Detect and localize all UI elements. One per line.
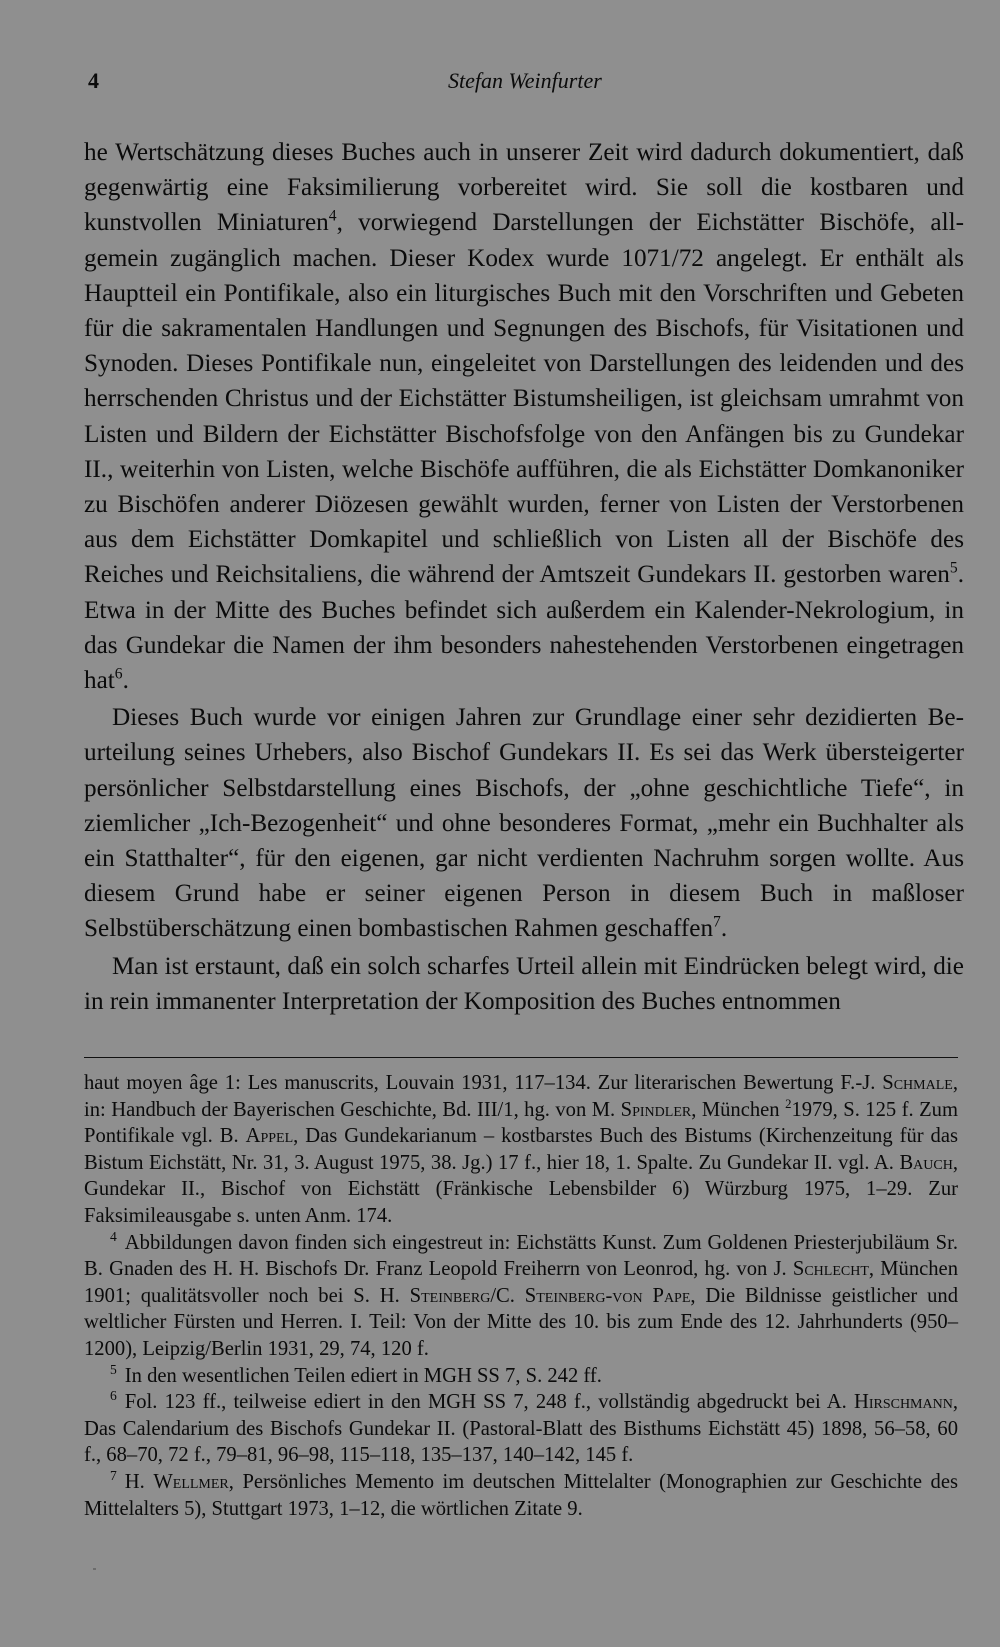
footnote-6 xyxy=(84,1389,958,1469)
text-run: , München 1901; qualitätsvoller noch bei S. H. xyxy=(84,1258,958,1307)
author-name: Spindler xyxy=(620,1098,692,1121)
paragraph-3 xyxy=(84,949,964,1019)
text-run: Abbildungen davon finden sich eingestreut in: Eichstätts Kunst. Zum Goldenen Priesterjubiläum Sr. B. Gnaden des H. H. Bischofs Dr. Franz Leopold Freiherrn von Leonrod, hg. von J. xyxy=(84,1231,958,1281)
text-run: . xyxy=(720,915,728,943)
footnote-number: 7 xyxy=(110,1468,117,1484)
author-name: Wellmer xyxy=(153,1470,229,1493)
text-run: Man ist erstaunt, daß ein solch scharfes Urteil allein mit Eindrücken belegt wird, die in rein immanenter Interpretation der Komposition des Buches entnommen xyxy=(84,952,964,1015)
paragraph-2 xyxy=(84,700,964,946)
footnote-number: 4 xyxy=(110,1228,117,1244)
text-run: In den wesentlichen Teilen ediert in MGH SS 7, S. 242 ff. xyxy=(124,1364,602,1387)
text-run: , Die Bildnisse geistlicher und weltlicher Fürsten und Herren. I. Teil: Von der Mitte des 10. bis zum Ende des 12. Jahrhunderts (950–1200), Leipzig/Berlin 1931, 29, 74, 120 f. xyxy=(84,1284,958,1360)
text-run: , München xyxy=(691,1098,786,1121)
footnote-4 xyxy=(84,1230,958,1363)
main-text xyxy=(84,135,964,1019)
edition-number: 2 xyxy=(785,1096,792,1111)
scan-speck xyxy=(93,1568,96,1570)
running-head xyxy=(88,68,960,102)
text-run: . xyxy=(122,667,129,695)
text-run: , in: Handbuch der Bayerischen Geschichte, Bd. III/1, hg. von M. xyxy=(84,1072,958,1121)
author-name: Steinberg xyxy=(409,1284,491,1307)
running-head-author: Stefan Weinfurter xyxy=(448,68,602,93)
text-run: , Persönliches Memento im deutschen Mittelalter (Monographien zur Geschichte des Mittelalters 5), Stuttgart 1973, 1–12, die wörtlichen Zitate 9. xyxy=(84,1470,958,1520)
author-name: Schmale xyxy=(882,1072,953,1094)
paragraph-1 xyxy=(84,135,964,698)
footnotes xyxy=(84,1070,958,1522)
footnote-separator xyxy=(84,1057,958,1058)
footnote-number: 5 xyxy=(110,1361,117,1377)
text-run: , vorwiegend Darstellungen der Eichstätter Bischöfe, allgemein zugänglich machen. Dieser Kodex wurde 1071/72 angelegt. Er enthält als Hauptteil ein Pontifikale, also ein liturgisches Buch mit den Vorschriften und Gebeten für die sakramentalen Handlungen und Segnungen des Bischofs, für Visitationen und Synoden. Dieses Pontifikale nun, eingeleitet von Darstellungen des leidenden und des herrschenden Christus und der Eichstätter Bistumsheiligen, ist gleichsam umrahmt von Listen und Bildern der Eichstätter Bischofsfolge von den Anfängen bis zu Gundekar II., weiterhin von Listen, welche Bischöfe aufführen, die als Eichstätter Domkanoniker zu Bischöfen anderer Diözesen gewählt wurden, ferner von Listen der Verstorbenen aus dem Eichstätter Domkapitel und schließlich von Listen all der Bischöfe des Reiches und Reichsitaliens, die während der Amtszeit Gundekars II. gestorben waren xyxy=(84,209,964,589)
footnote-ref-6: 6 xyxy=(114,665,123,683)
text-run: , Das Calendarium des Bischofs Gundekar II. (Pastoral-Blatt des Bisthums Eichstätt 45) 1898, 56–58, 60 f., 68–70, 72 f., 79–81, 96–98, 115–118, 135–137, 140–142, 145 f. xyxy=(84,1391,958,1467)
footnote-5 xyxy=(84,1363,958,1390)
text-run: H. xyxy=(124,1470,154,1493)
text-run: haut moyen âge 1: Les manuscrits, Louvain 1931, 117–134. Zur literarischen Bewertung F.-J. xyxy=(84,1072,883,1094)
text-run: , Gundekar II., Bischof von Eichstätt (Fränkische Lebensbilder 6) Würzburg 1975, 1–29. Zur Faksimileausgabe s. unten Anm. 174. xyxy=(84,1151,958,1227)
footnote-ref-4: 4 xyxy=(328,208,337,226)
text-run: 1979, S. 125 f. Zum Pontifikale vgl. B. xyxy=(84,1098,958,1148)
author-name: Bauch xyxy=(899,1151,953,1174)
author-name: Hirschmann xyxy=(853,1391,953,1414)
text-run: /C. xyxy=(490,1284,525,1307)
footnote-ref-7: 7 xyxy=(713,914,721,932)
text-run: Fol. 123 ff., teilweise ediert in den MGH SS 7, 248 f., vollständig abgedruckt bei A. xyxy=(124,1391,854,1414)
page-number: 4 xyxy=(88,68,99,93)
text-run: he Wertschätzung dieses Buches auch in unserer Zeit wird dadurch dokumentiert, daß gegenwärtig eine Faksimilierung vorbereitet wird. Sie soll die kostbaren und kunstvollen Miniaturen xyxy=(84,139,964,237)
author-name: Schlecht xyxy=(792,1258,869,1281)
author-name: Steinberg-von Pape xyxy=(524,1284,691,1307)
footnote-continued xyxy=(84,1070,958,1230)
text-run: . Etwa in der Mitte des Buches befindet sich außerdem ein Kalender-Nekrologium, in das Gundekar die Namen der ihm besonders nahestehenden Verstorbenen eingetragen hat xyxy=(84,561,964,695)
footnote-ref-5: 5 xyxy=(949,560,958,578)
author-name: Appel xyxy=(245,1125,294,1148)
text-run: , Das Gundekarianum – kostbarstes Buch des Bistums (Kirchenzeitung für das Bistum Eichstätt, Nr. 31, 3. August 1975, 38. Jg.) 17 f., hier 18, 1. Spalte. Zu Gundekar II. vgl. A. xyxy=(84,1125,958,1174)
footnote-number: 6 xyxy=(110,1388,117,1404)
footnote-7 xyxy=(84,1469,958,1522)
text-run: Dieses Buch wurde vor einigen Jahren zur Grundlage einer sehr dezidierten Beurteilung seines Urhebers, also Bischof Gundekars II. Es sei das Werk übersteigerter persönlicher Selbstdarstellung eines Bischofs, der „ohne geschichtliche Tiefe“, in ziemlicher „Ich-Bezogenheit“ und ohne besonderes Format, „mehr ein Buchhalter als ein Statthalter“, für den eigenen, gar nicht verdienten Nachruhm sorgen wollte. Aus diesem Grund habe er seiner eigenen Person in diesem Buch in maßloser Selbstüberschätzung einen bombastischen Rahmen geschaffen xyxy=(84,704,964,943)
